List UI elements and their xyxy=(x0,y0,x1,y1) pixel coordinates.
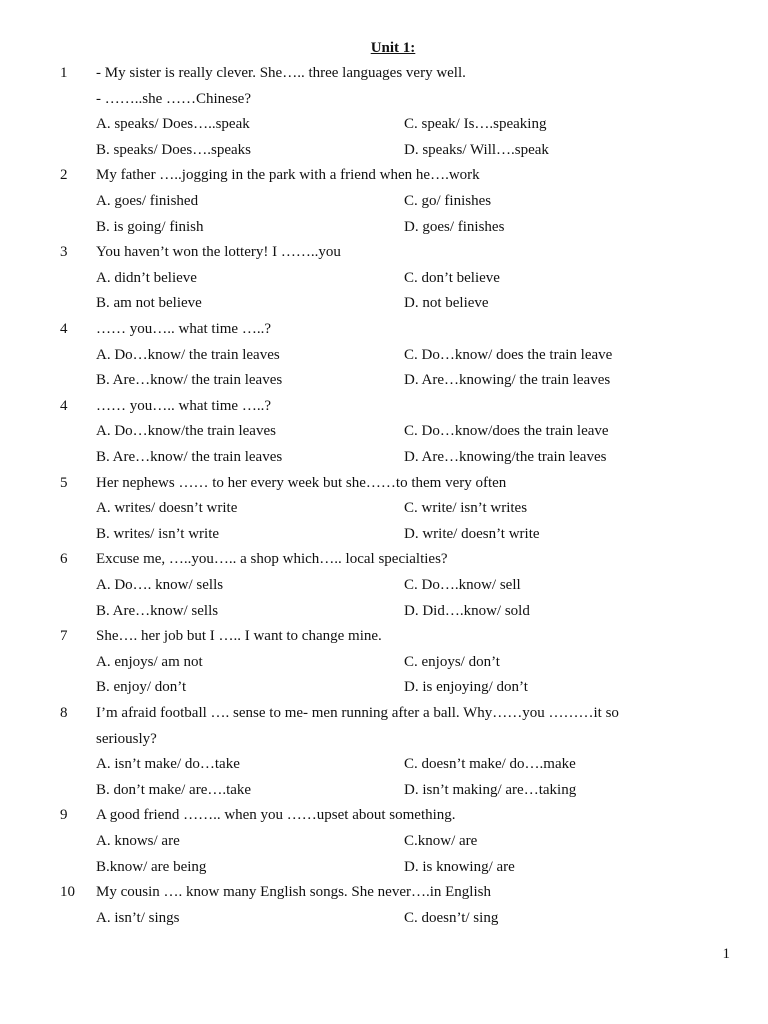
answer-option: B. Are…know/ the train leaves xyxy=(96,449,283,465)
question-text: She…. her job but I ….. I want to change mine. xyxy=(96,628,382,645)
answer-option: A. goes/ finished xyxy=(96,193,199,209)
answer-option: B. is going/ finish xyxy=(96,218,204,235)
question-number: 1 xyxy=(60,65,68,81)
answer-option: A. knows/ are xyxy=(96,833,180,849)
question-text: My father …..jogging in the park with a friend when he….work xyxy=(96,167,480,184)
answer-options-row xyxy=(0,754,768,774)
answer-option: C. write/ isn’t writes xyxy=(404,500,528,517)
answer-option: B. writes/ isn’t write xyxy=(96,525,220,542)
answer-options-row xyxy=(0,780,768,800)
question-number: 4 xyxy=(60,321,68,337)
question-number: 8 xyxy=(60,705,68,721)
question-line xyxy=(0,396,768,416)
question-number: 3 xyxy=(60,244,68,261)
question-line xyxy=(0,473,768,493)
answer-option: C. doesn’t/ sing xyxy=(404,909,499,926)
answer-option: D. goes/ finishes xyxy=(404,218,505,235)
answer-option: A. isn’t make/ do…take xyxy=(96,756,240,773)
question-number: 2 xyxy=(60,167,68,184)
answer-options-row xyxy=(0,293,768,313)
answer-options-row xyxy=(0,268,768,288)
unit-title: Unit 1: xyxy=(370,40,416,56)
question-number: 7 xyxy=(60,628,68,645)
question-number: 6 xyxy=(60,551,68,568)
question-text: …… you….. what time …..? xyxy=(96,397,271,414)
question-text: seriously? xyxy=(96,730,157,747)
answer-option: C. don’t believe xyxy=(404,269,500,286)
answer-option: B. enjoy/ don’t xyxy=(96,679,187,696)
question-text: - ……..she ……Chinese? xyxy=(96,90,251,107)
answer-options-row xyxy=(0,524,768,544)
answer-option: C. Do….know/ sell xyxy=(404,577,521,593)
answer-option: C. Do…know/ does the train leave xyxy=(404,346,613,363)
answer-option: D. Are…knowing/ the train leaves xyxy=(404,372,611,389)
answer-option: C.know/ are xyxy=(404,833,478,849)
answer-option: D. not believe xyxy=(404,295,489,312)
answer-option: A. Do…know/the train leaves xyxy=(96,423,276,440)
answer-options-row xyxy=(0,831,768,851)
answer-options-row xyxy=(0,191,768,211)
answer-options-row xyxy=(0,345,768,365)
answer-option: D. is enjoying/ don’t xyxy=(404,679,528,696)
answer-option: A. speaks/ Does…..speak xyxy=(96,116,250,133)
page-number: 1 xyxy=(722,946,730,962)
question-line xyxy=(0,703,768,723)
answer-option: C. Do…know/does the train leave xyxy=(404,423,609,440)
answer-option: C. enjoys/ don’t xyxy=(404,653,500,670)
answer-options-row xyxy=(0,575,768,595)
question-line xyxy=(0,63,768,83)
answer-option: A. enjoys/ am not xyxy=(96,653,203,670)
answer-option: D. Did….know/ sold xyxy=(404,602,530,619)
question-text: My cousin …. know many English songs. She never….in English xyxy=(96,884,491,901)
question-text: …… you….. what time …..? xyxy=(96,321,271,337)
answer-option: B. Are…know/ sells xyxy=(96,602,219,619)
answer-option: C. doesn’t make/ do….make xyxy=(404,756,576,773)
answer-option: A. Do…know/ the train leaves xyxy=(96,346,280,363)
question-line xyxy=(0,549,768,569)
answer-option: B. speaks/ Does….speaks xyxy=(96,141,251,158)
answer-options-row xyxy=(0,370,768,390)
answer-option: B. don’t make/ are….take xyxy=(96,781,252,798)
answer-options-row xyxy=(0,217,768,237)
question-text: Her nephews …… to her every week but she……to them very often xyxy=(96,474,507,491)
question-line xyxy=(0,319,768,339)
answer-option: D. write/ doesn’t write xyxy=(404,525,540,542)
answer-option: C. go/ finishes xyxy=(404,193,492,209)
answer-option: B.know/ are being xyxy=(96,858,207,875)
question-line xyxy=(0,165,768,185)
question-number: 4 xyxy=(60,397,68,414)
question-line xyxy=(0,882,768,902)
answer-options-row xyxy=(0,652,768,672)
answer-option: D. is knowing/ are xyxy=(404,858,515,875)
answer-options-row xyxy=(0,677,768,697)
answer-option: A. isn’t/ sings xyxy=(96,909,180,926)
answer-options-row xyxy=(0,908,768,928)
answer-option: A. didn’t believe xyxy=(96,269,197,286)
question-line xyxy=(0,626,768,646)
question-text: You haven’t won the lottery! I ……..you xyxy=(96,244,341,261)
answer-option: D. speaks/ Will….speak xyxy=(404,141,549,158)
question-text: Excuse me, …..you….. a shop which….. local specialties? xyxy=(96,551,448,568)
answer-option: B. am not believe xyxy=(96,295,202,312)
question-number: 10 xyxy=(60,884,75,901)
answer-options-row xyxy=(0,601,768,621)
answer-options-row xyxy=(0,857,768,877)
answer-option: D. Are…knowing/the train leaves xyxy=(404,449,607,465)
question-line xyxy=(0,805,768,825)
question-number: 9 xyxy=(60,807,68,824)
answer-options-row xyxy=(0,114,768,134)
question-line xyxy=(0,89,768,109)
question-text: I’m afraid football …. sense to me- men running after a ball. Why……you ………it so xyxy=(96,705,619,721)
answer-option: A. writes/ doesn’t write xyxy=(96,500,238,517)
answer-option: C. speak/ Is….speaking xyxy=(404,116,547,133)
answer-options-row xyxy=(0,447,768,467)
question-line xyxy=(0,729,768,749)
question-text: A good friend …….. when you ……upset about something. xyxy=(96,807,456,824)
answer-option: A. Do…. know/ sells xyxy=(96,577,224,593)
answer-options-row xyxy=(0,140,768,160)
question-text: - My sister is really clever. She….. three languages very well. xyxy=(96,65,466,81)
answer-option: B. Are…know/ the train leaves xyxy=(96,372,283,389)
answer-options-row xyxy=(0,421,768,441)
answer-options-row xyxy=(0,498,768,518)
question-line xyxy=(0,242,768,262)
question-number: 5 xyxy=(60,474,68,491)
answer-option: D. isn’t making/ are…taking xyxy=(404,781,577,798)
